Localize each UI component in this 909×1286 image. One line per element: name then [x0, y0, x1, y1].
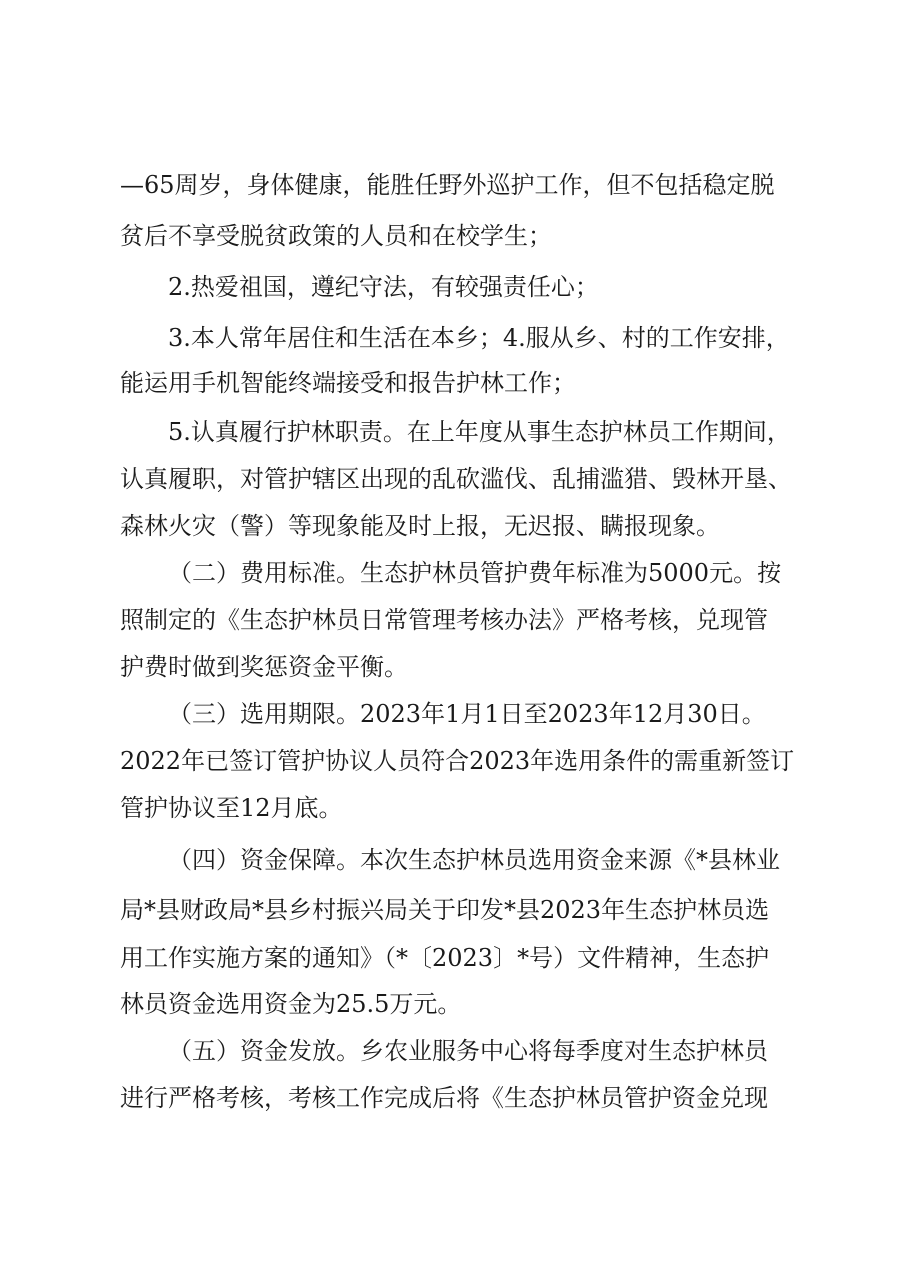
text-line: （四）资金保障。本次生态护林员选用资金来源《*县林业 — [168, 846, 780, 874]
text-line: 局*县财政局*县乡村振兴局关于印发*县2023年生态护林员选 — [120, 896, 770, 924]
text-line: 管护协议至12月底。 — [120, 794, 343, 822]
text-line: 3.本人常年居住和生活在本乡；4.服从乡、村的工作安排， — [168, 324, 790, 352]
text-line: 护费时做到奖惩资金平衡。 — [120, 653, 408, 681]
text-line: 认真履职，对管护辖区出现的乱砍滥伐、乱捕滥猎、毁林开垦、 — [120, 465, 792, 493]
text-line: 进行严格考核，考核工作完成后将《生态护林员管护资金兑现 — [120, 1084, 768, 1112]
text-line: 贫后不享受脱贫政策的人员和在校学生； — [120, 222, 552, 250]
text-line: —65周岁，身体健康，能胜任野外巡护工作，但不包括稳定脱 — [120, 171, 775, 199]
text-line: 林员资金选用资金为25.5万元。 — [120, 990, 462, 1018]
text-line: 2.热爱祖国，遵纪守法，有较强责任心； — [168, 273, 599, 301]
text-line: 能运用手机智能终端接受和报告护林工作； — [120, 369, 576, 397]
text-line: 5.认真履行护林职责。在上年度从事生态护林员工作期间， — [168, 418, 791, 446]
text-line: （三）选用期限。2023年1月1日至2023年12月30日。 — [168, 700, 766, 728]
text-line: 2022年已签订管护协议人员符合2023年选用条件的需重新签订 — [120, 747, 795, 775]
text-line: 照制定的《生态护林员日常管理考核办法》严格考核，兑现管 — [120, 606, 768, 634]
text-line: 森林火灾（警）等现象能及时上报，无迟报、瞒报现象。 — [120, 512, 720, 540]
text-line: （五）资金发放。乡农业服务中心将每季度对生态护林员 — [168, 1037, 768, 1065]
text-line: （二）费用标准。生态护林员管护费年标准为5000元。按 — [168, 559, 782, 587]
text-line: 用工作实施方案的通知》（*〔2023〕*号）文件精神，生态护 — [120, 944, 770, 972]
